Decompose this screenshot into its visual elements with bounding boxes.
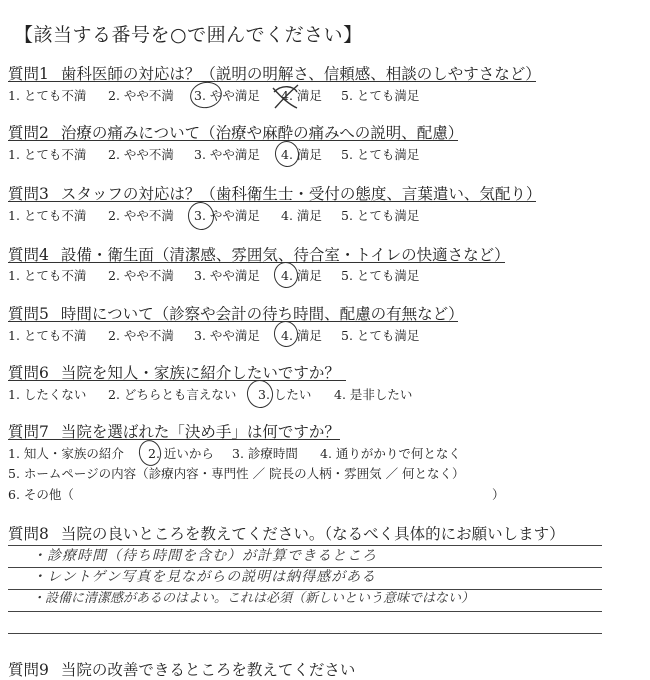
option-2[interactable]: 2. どちらとも言えない [108, 387, 237, 402]
question-text: 設備・衛生面（清潔感、雰囲気、待合室・トイレの快適さなど） [60, 246, 510, 264]
question-text: 当院を選ばれた「決め手」は何ですか？ [60, 423, 340, 441]
option-1[interactable]: 1. とても不満 [8, 268, 87, 283]
option-1[interactable]: 1. とても不満 [8, 147, 87, 162]
divider [8, 380, 346, 381]
option-1[interactable]: 1. とても不満 [8, 88, 87, 103]
option-3[interactable]: 3. やや満足 [194, 147, 260, 162]
divider [8, 262, 505, 263]
option-3[interactable]: 3. やや満足 [194, 88, 260, 103]
option-2[interactable]: 2. 近いから [148, 446, 214, 461]
selection-circle [273, 139, 302, 169]
question-number: 質問6 [8, 364, 49, 382]
option-4[interactable]: 4. 満足 [281, 268, 322, 283]
question-number: 質問3 [8, 185, 49, 203]
question-text: スタッフの対応は？（歯科衛生士・受付の態度、言葉遣い、気配り） [60, 185, 542, 203]
divider [8, 439, 340, 440]
handwritten-answer: ・設備に清潔感があるのはよい。これは必須（新しいという意味ではない） [32, 591, 475, 606]
question-number: 質問7 [8, 423, 49, 441]
answer-line [8, 611, 602, 612]
question-text: 治療の痛みについて（治療や麻酔の痛みへの説明、配慮） [60, 124, 464, 142]
option-2[interactable]: 2. やや不満 [108, 147, 174, 162]
handwritten-answer: ・レントゲン写真を見ながらの説明は納得感がある [32, 569, 377, 585]
selection-circle [185, 200, 216, 233]
divider [8, 140, 458, 141]
question-number: 質問5 [8, 305, 49, 323]
option-5[interactable]: 5. とても満足 [341, 147, 420, 162]
option-4[interactable]: 4. 通りがかりで何となく [320, 446, 461, 461]
question-number: 質問8 [8, 525, 49, 543]
option-2[interactable]: 2. やや不満 [108, 208, 174, 223]
option-5[interactable]: 5. ホームページの内容（診療内容・専門性 ／ 院長の人柄・雰囲気 ／ 何となく） [8, 466, 465, 481]
question-number: 質問9 [8, 661, 49, 679]
scribble-mark [270, 82, 300, 112]
option-2[interactable]: 2. やや不満 [108, 88, 174, 103]
question-text: 時間について（診察や会計の待ち時間、配慮の有無など） [60, 305, 464, 323]
option-5[interactable]: 5. とても満足 [341, 88, 420, 103]
question-number: 質問4 [8, 246, 49, 264]
option-4[interactable]: 4. 是非したい [334, 387, 413, 402]
option-6[interactable]: 6. その他（ [8, 487, 74, 502]
option-3[interactable]: 3. やや満足 [194, 208, 260, 223]
option-4[interactable]: 4. 満足 [281, 88, 322, 103]
option-5[interactable]: 5. とても満足 [341, 328, 420, 343]
divider [8, 321, 458, 322]
option-2[interactable]: 2. やや不満 [108, 268, 174, 283]
option-4[interactable]: 4. 満足 [281, 147, 322, 162]
option-3[interactable]: 3. やや満足 [194, 268, 260, 283]
question-text: 歯科医師の対応は？（説明の明解さ、信頼感、相談のしやすさなど） [60, 65, 541, 83]
option-5[interactable]: 5. とても満足 [341, 268, 420, 283]
answer-line [8, 633, 602, 634]
option-1[interactable]: 1. したくない [8, 387, 87, 402]
handwritten-answer: ・診療時間（待ち時間を含む）が計算できるところ [32, 548, 377, 564]
option-3[interactable]: 3. 診療時間 [232, 446, 298, 461]
option-4[interactable]: 4. 満足 [281, 328, 322, 343]
option-1[interactable]: 1. 知人・家族の紹介 [8, 446, 124, 461]
question-text: 当院の改善できるところを教えてください [60, 661, 356, 679]
divider [8, 201, 536, 202]
option-6-close: ） [492, 487, 505, 502]
option-4[interactable]: 4. 満足 [281, 208, 322, 223]
question-9 [8, 658, 355, 680]
question-text: 当院を知人・家族に紹介したいですか？ [60, 364, 340, 382]
question-text: 当院の良いところを教えてください。（なるべく具体的にお願いします） [60, 525, 565, 543]
instruction-header: 【該当する番号を○で囲んでください】 [14, 24, 363, 46]
question-8 [8, 522, 565, 544]
option-2[interactable]: 2. やや不満 [108, 328, 174, 343]
option-3[interactable]: 3. したい [258, 387, 312, 402]
question-number: 質問1 [8, 65, 49, 83]
question-number: 質問2 [8, 124, 49, 142]
option-5[interactable]: 5. とても満足 [341, 208, 420, 223]
option-1[interactable]: 1. とても不満 [8, 328, 87, 343]
option-1[interactable]: 1. とても不満 [8, 208, 87, 223]
option-3[interactable]: 3. やや満足 [194, 328, 260, 343]
